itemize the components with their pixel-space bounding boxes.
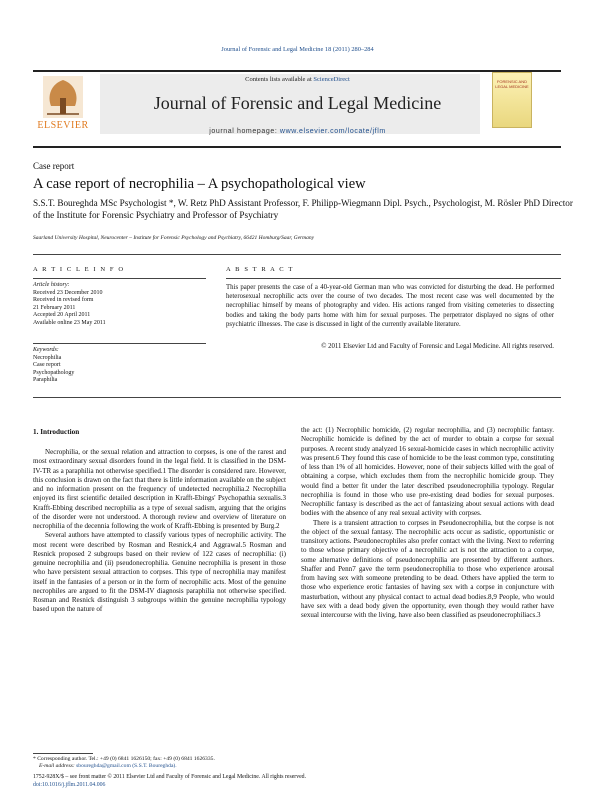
article-info-rule: [33, 278, 206, 279]
keywords-block: [33, 347, 203, 385]
abstract-copyright: © 2011 Elsevier Ltd and Faculty of Forensic and Legal Medicine. All rights reserved.: [321, 343, 554, 350]
homepage-link[interactable]: www.elsevier.com/locate/jflm: [279, 128, 386, 135]
body-column-right: [301, 426, 554, 620]
article-info-heading: A R T I C L E I N F O: [33, 266, 125, 273]
article-type: Case report: [33, 161, 75, 171]
footnote-email-line: [33, 763, 293, 770]
history-line: Received in revised form: [33, 297, 94, 304]
keyword-item: Psychopathology: [33, 369, 75, 376]
doi-link[interactable]: doi:10.1016/j.jflm.2011.04.006: [33, 782, 106, 788]
publisher-name: ELSEVIER: [37, 120, 89, 131]
footnote-contact: * Corresponding author. Tel.: +49 (0) 6841 1626150; fax: +49 (0) 6841 1626335.: [33, 756, 215, 762]
contents-prefix: Contents lists available at: [245, 76, 314, 83]
body-paragraph: There is a transient attraction to corpses in Pseudonecrophilia, but the corpse is not the object of the sexual fantasy. The necrophilic acts occur as sadistic, opportunistic or transitory actions. Pseudonecrophiles also prefer contact with the living. Next to referring to those whose primary objective of a necrophilic act is not the attraction to a corpse, some alternative definitions of pseudonecrophilia are presented by different authors. Shaffer and Penn7 gave the term pseudonecrophilia to those who experience arousal from having sex with someone pretending to be dead. Others have applied the term to those who experience erotic fantasies of having sex with a corpse in conjuncture with masturbation, without any physical contact to actual dead bodies.8,9 People, who would have sex with a dead body given the opportunity, even though they would rather have sexual intercourse with the living, have also been classified as pseudonecrophiliacs.3: [301, 518, 554, 619]
journal-citation: Journal of Forensic and Legal Medicine 18 (2011) 280–284: [221, 46, 374, 53]
elsevier-logo: [33, 70, 93, 136]
history-line: Received 23 December 2010: [33, 289, 103, 296]
journal-cover-thumbnail: [492, 72, 532, 128]
keywords-rule: [33, 343, 206, 344]
keyword-item: Case report: [33, 362, 61, 369]
history-label: Article history:: [33, 282, 70, 288]
history-line: Available online 23 May 2011: [33, 319, 106, 326]
article-history: [33, 282, 203, 328]
abstract-bottom-rule: [33, 397, 561, 398]
history-line: Accepted 20 April 2011: [33, 312, 91, 319]
body-column-left: [33, 448, 286, 615]
history-line: 21 February 2011: [33, 304, 76, 311]
email-link[interactable]: sboureghda@gmail.com (S.S.T. Boureghda).: [76, 763, 177, 770]
keyword-item: Necrophilia: [33, 354, 62, 361]
affiliation: Saarland University Hospital, Neurocenter – Institute for Forensic Psychology and Psychiatry, 66421 Homburg/Saar, Germany: [33, 235, 315, 241]
sciencedirect-link[interactable]: ScienceDirect: [313, 76, 350, 83]
abstract-rule: [226, 278, 561, 279]
masthead-top-rule: [33, 70, 561, 72]
abstract-text: This paper presents the case of a 40-year-old German man who was convicted for disturbing the dead. He performed heterosexual necrophilic acts over the course of two decades. The most recent case was well documented by the necrophiliac himself by means of photography and video. His actions ranged from visiting cemeteries to dissecting bodies and taking the body parts home with him for sexual purposes. The perpetrator displayed no signs of other psychiatric illnesses. The case is discussed in light of the currently available literature.: [226, 284, 554, 328]
section-heading-introduction: 1. Introduction: [33, 428, 80, 436]
keywords-label: Keywords:: [33, 347, 59, 353]
homepage-prefix: journal homepage:: [209, 128, 280, 135]
email-label: E-mail address:: [39, 763, 75, 770]
article-title: A case report of necrophilia – A psychopathological view: [33, 176, 366, 192]
masthead-bottom-rule: [33, 146, 561, 148]
author-list: S.S.T. Boureghda MSc Psychologist *, W. Retz PhD Assistant Professor, F. Philipp-Wiegmann Dipl. Psych., Psychologist, M. Rösler PhD Director of the Institute for Forensic Psychiatry and Professor of Psychiatry: [33, 198, 573, 221]
corresponding-author-footnote: [33, 756, 293, 770]
title-bottom-rule: [33, 254, 561, 255]
body-paragraph: Necrophilia, or the sexual relation and attraction to corpses, is one of the rarest and most extraordinary sexual disorders found in the legal field. It is classified in the DSM-IV-TR as a paraphilia not otherwise specified.1 The disorder is considered rare. However, this conclusion is drawn on the fact that there is little information available on the subject and no information present on the frequency of undetected necrophilia.2 Necrophilia enjoyed its first scientific detailed description in Krafft-Ebings' Psychopathia sexualis.3 Krafft-Ebbing described necrophilia as a type of sexual sadism, arguing that the origins of the disorder were not understood. A thorough review and overview of literature on necrophilia of the decennia following the work of Krafft-Ebbing is presented by Burg.2: [33, 448, 286, 530]
body-paragraph: Several authors have attempted to classify various types of necrophilic activity. The most recent were described by Rosman and Resnick,4 and Aggrawal.5 Rosman and Resnick proposed 2 subgroups based on their review of 122 cases of necrophilia: (i) genuine necrophilia and (ii) pseudonecrophilia. Genuine necrophilia is present in those who have persistent sexual attraction to corpses. This type of necrophilia may manifest itself in the fantasies of a person or in the form of necrophilic acts. Most of the genuine necrophiles are argued to fit the DSM-IV diagnosis paraphilia not otherwise specified. Rosman and Resnick distinguish 3 subgroups within the genuine necrophilia typology based upon the nature of: [33, 531, 286, 614]
body-paragraph: the act: (1) Necrophilic homicide, (2) regular necrophilia, and (3) necrophilic fantasy. Necrophilic homicide is defined by the act of murder to obtain a corpse for sexual purposes. A recent study analyzed 16 sexual-homicide cases in which necrophilic activity was present.6 They found this case of homicide to be the least common type, constituting of less than 1% of all homicides. However, none of their subjects killed with the goal of obtaining a corpse, which excludes them from the necrophilic homicide group. They would find a better fit under the later described pseudonecrophilia typology. Regular necrophilia is found in those who use pre-existing dead bodies for sexual purposes. Necrophilic fantasy is described as the act of fantasizing about sexual actions with dead bodies with the absence of any real sexual activity with corpses.: [301, 426, 554, 518]
abstract-heading: A B S T R A C T: [226, 266, 294, 273]
journal-title: Journal of Forensic and Legal Medicine: [153, 93, 442, 113]
keyword-item: Paraphilia: [33, 377, 58, 384]
footnote-rule: [33, 753, 93, 754]
cover-title: FORENSIC AND LEGAL MEDICINE: [495, 79, 529, 89]
front-matter-line: 1752-928X/$ – see front matter © 2011 Elsevier Ltd and Faculty of Forensic and Legal Medicine. All rights reserved.: [33, 774, 307, 780]
